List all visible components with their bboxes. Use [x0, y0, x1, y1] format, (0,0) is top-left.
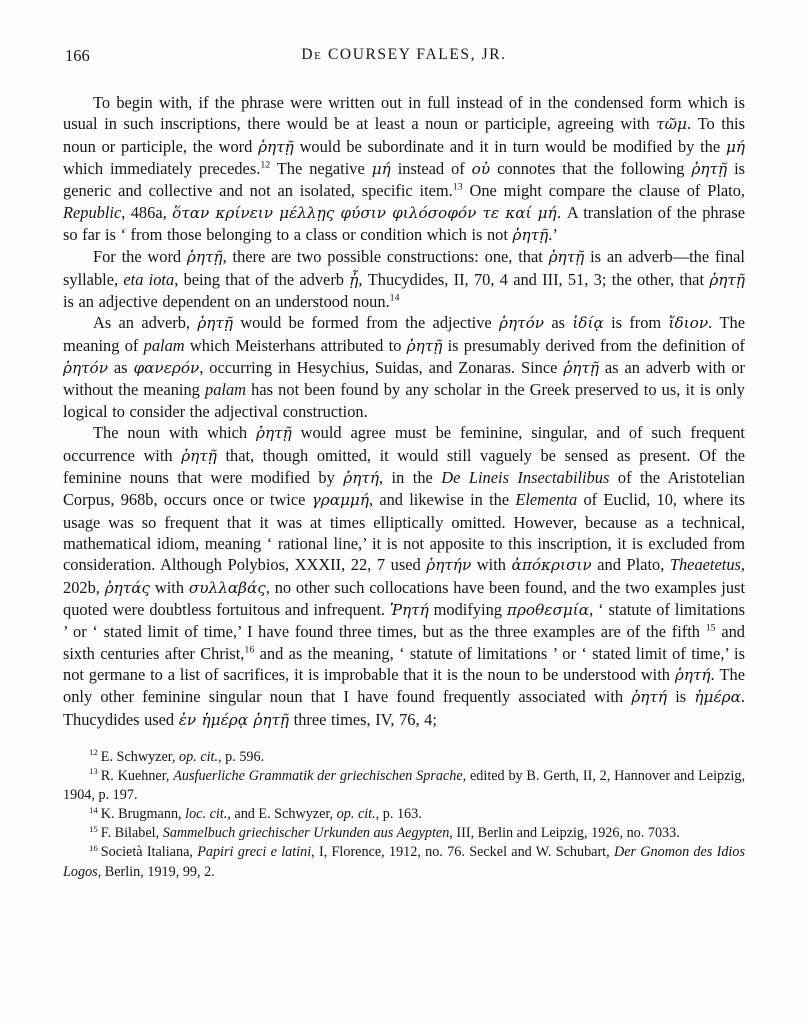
- italic-text: op. cit.: [336, 806, 376, 823]
- greek-text: ῥητῇ: [258, 137, 294, 156]
- footnote-ref: 14: [389, 292, 400, 304]
- text-run: . Thucydides used: [63, 687, 745, 729]
- italic-text: palam: [205, 380, 247, 400]
- greek-text: ῥητῇ: [181, 446, 217, 465]
- italic-text: Republic: [63, 202, 122, 222]
- text-run: E. Schwyzer,: [100, 748, 180, 765]
- paragraph: [63, 312, 745, 422]
- text-run: . To this noun or participle, the word: [63, 114, 745, 156]
- text-run: Società Italiana,: [100, 844, 198, 861]
- text-run: , edited by B. Gerth, II, 2, Hannover and Leipzig, 1904, p. 197.: [63, 768, 745, 804]
- greek-text: ῥητή: [674, 665, 711, 684]
- footnote-marker: 12: [89, 747, 98, 758]
- greek-text: συλλαβάς: [188, 578, 266, 597]
- footnotes: [63, 748, 745, 882]
- italic-text: Ausfuerliche Grammatik der griechischen Sprache: [173, 768, 463, 785]
- text-run: To begin with, if the phrase were written out in full instead of in the condensed form which is usual in such inscriptions, there would be at least a noun or participle, agreeing with: [63, 93, 745, 134]
- greek-text: οὐ: [471, 160, 491, 179]
- text-run: which Meisterhans attributed to: [184, 335, 407, 355]
- text-run: F. Bilabel,: [100, 825, 163, 842]
- footnote: [63, 767, 745, 805]
- greek-text: ῥητῇ: [256, 424, 292, 443]
- text-run: connotes that the following: [490, 159, 692, 179]
- text-run: modifying: [428, 599, 507, 619]
- body-text: [63, 92, 745, 731]
- text-run: , no other such collocations have been found, and the two examples just quoted were doubtless fortuitous and infrequent.: [63, 577, 745, 619]
- greek-text: ἐν ἡμέρᾳ ῥητῇ: [178, 710, 290, 729]
- text-run: is from: [603, 313, 669, 333]
- footnote: [63, 805, 745, 824]
- text-run: , Thucydides, II, 70, 4 and III, 51, 3; the other, that: [358, 269, 710, 289]
- text-run: is an adjective dependent on an understood noun.: [63, 292, 390, 312]
- text-run: , in the: [378, 467, 442, 487]
- text-run: .’: [548, 225, 558, 245]
- greek-text: ῥητάς: [104, 578, 151, 597]
- footnote-ref: 12: [260, 159, 271, 171]
- greek-text: ῥητῇ: [691, 160, 728, 179]
- italic-text: Elementa: [515, 490, 578, 510]
- text-run: As an adverb,: [93, 313, 198, 333]
- greek-text: ῥητῇ: [512, 226, 549, 245]
- page-number: 166: [65, 46, 90, 65]
- italic-text: Der Gnomon des Idios Logos: [63, 844, 745, 880]
- text-run: , ‘ statute of limitations ’ or ‘ stated limit of time,’ I have found three times, but as the three examples are of the fifth: [63, 599, 745, 642]
- greek-text: ῥητόν: [499, 314, 545, 333]
- text-run: For the word: [93, 247, 187, 267]
- greek-text: ῥητή: [343, 468, 379, 487]
- text-run: , occurring in Hesychius, Suidas, and Zonaras. Since: [199, 358, 564, 378]
- text-run: . The only other feminine singular noun that I have found frequently associated with: [63, 664, 745, 707]
- text-run: , 202b,: [63, 555, 745, 597]
- text-run: The negative: [270, 159, 372, 179]
- footnote-ref: 15: [705, 622, 716, 634]
- text-run: , there are two possible constructions: one, that: [222, 247, 549, 267]
- footnote: [63, 748, 745, 767]
- footnote-ref: 13: [452, 181, 463, 193]
- footnote-marker: 13: [89, 766, 98, 777]
- greek-text: προθεσμία: [506, 600, 590, 619]
- greek-text: μή: [371, 160, 391, 179]
- paragraph: [63, 246, 745, 312]
- text-run: that, though omitted, it would still vaguely be sensed as present. Of the feminine nouns that were modified by: [63, 445, 745, 487]
- text-run: R. Kuehner,: [100, 768, 174, 785]
- text-run: as an adverb with or without the meaning: [63, 358, 745, 400]
- greek-text: ἀπόκρισιν: [511, 556, 592, 575]
- text-run: , 486a,: [121, 202, 173, 222]
- footnote-marker: 14: [89, 804, 98, 815]
- greek-text: ῥητῇ: [563, 359, 599, 378]
- greek-text: ᾗ: [349, 270, 359, 289]
- greek-text: ῥητῇ: [197, 314, 234, 333]
- italic-text: Theaetetus: [669, 555, 741, 575]
- italic-text: De Lineis Insectabilibus: [441, 467, 610, 487]
- greek-text: τῶμ: [656, 115, 687, 134]
- footnote-ref: 16: [244, 644, 255, 656]
- text-run: is: [667, 687, 695, 707]
- page-header: [63, 46, 745, 68]
- text-run: and as the meaning, ‘ statute of limitations ’ or ‘ stated limit of time,’ is not germane to a list of sacrifices, it is improbable that it is the noun to be understood with: [63, 643, 745, 684]
- text-run: , and likewise in the: [368, 490, 516, 510]
- italic-text: eta iota: [123, 269, 175, 289]
- greek-text: Ῥητή: [389, 600, 429, 619]
- text-run: The noun with which: [93, 423, 257, 443]
- text-run: is an adverb—the final syllable,: [63, 247, 745, 289]
- greek-text: φανερόν: [133, 359, 200, 378]
- greek-text: ἡμέρα: [694, 688, 741, 707]
- greek-text: ὅταν κρίνειν μέλλῃς φύσιν φιλόσοφόν τε καί μή.: [172, 203, 562, 222]
- footnote-marker: 15: [89, 823, 98, 834]
- text-run: is generic and collective and not an isolated, specific item.: [63, 159, 746, 201]
- running-head: [63, 46, 745, 64]
- text-run: , being that of the adverb: [174, 269, 350, 289]
- text-run: , and E. Schwyzer,: [227, 806, 337, 823]
- footnote: [63, 824, 745, 843]
- text-run: instead of: [390, 159, 472, 179]
- italic-text: loc. cit.: [185, 806, 228, 823]
- text-run: of Euclid, 10, where its usage was so frequent that it was at times elliptically omitted. However, because as a technical, mathematical idiom, meaning ‘ rational line,’ it is not apposite to this inscription, it is excluded from consideration. Although Polybios, XXXII, 22, 7 used: [63, 490, 745, 575]
- text-run: K. Brugmann,: [100, 806, 186, 823]
- text-run: , III, Berlin and Leipzig, 1926, no. 7033.: [449, 825, 680, 842]
- text-run: . The meaning of: [63, 313, 745, 355]
- greek-text: ἴδιον: [668, 314, 709, 333]
- italic-text: Sammelbuch griechischer Urkunden aus Aegypten: [162, 825, 450, 842]
- text-run: which immediately precedes.: [63, 159, 261, 179]
- greek-text: ῥητῇ: [548, 248, 585, 267]
- paragraph: [63, 92, 745, 246]
- text-run: One might compare the clause of Plato,: [462, 181, 746, 201]
- text-run: of the Aristotelian Corpus, 968b, occurs once or twice: [63, 467, 745, 510]
- text-run: , I, Florence, 1912, no. 76. Seckel and W. Schubart,: [311, 844, 614, 861]
- greek-text: ῥητῇ: [406, 336, 443, 355]
- italic-text: Papiri greci e latini: [197, 844, 312, 861]
- text-run: has not been found by any scholar in the Greek preserved to us, it is only logical to consider the adjectival construction.: [63, 380, 746, 421]
- text-run: as: [544, 313, 573, 333]
- footnote: [63, 843, 745, 881]
- greek-text: ῥητόν: [63, 359, 108, 378]
- greek-text: ῥητή: [631, 688, 668, 707]
- text-run: would agree must be feminine, singular, and of such frequent occurrence with: [63, 423, 745, 465]
- text-run: would be formed from the adjective: [233, 313, 500, 333]
- text-run: as: [108, 358, 134, 378]
- greek-text: ἰδίᾳ: [572, 314, 604, 333]
- text-run: , p. 163.: [375, 806, 422, 823]
- italic-text: palam: [143, 335, 185, 355]
- text-run: with: [150, 577, 189, 597]
- footnote-marker: 16: [89, 842, 98, 853]
- greek-text: μή: [725, 137, 745, 156]
- text-run: is presumably derived from the definition of: [442, 335, 745, 355]
- text-run: and sixth centuries after Christ,: [63, 622, 745, 663]
- text-run: A translation of the phrase so far is ‘ from those belonging to a class or condition which is not: [63, 202, 745, 245]
- paragraph: [63, 422, 745, 731]
- text-run: , Berlin, 1919, 99, 2.: [97, 863, 215, 880]
- greek-text: ῥητῇ: [186, 248, 223, 267]
- smallcaps-text: De: [301, 46, 323, 63]
- italic-text: op. cit.: [179, 748, 219, 765]
- text-run: , p. 596.: [218, 748, 265, 765]
- text-run: COURSEY FALES, JR.: [322, 46, 507, 63]
- text-run: would be subordinate and it in turn would be modified by the: [293, 136, 726, 156]
- text-run: with: [471, 555, 512, 575]
- greek-text: ῥητῇ: [709, 270, 745, 289]
- greek-text: ῥητήν: [426, 556, 472, 575]
- greek-text: γραμμή: [311, 491, 369, 510]
- text-run: and Plato,: [591, 555, 670, 575]
- text-run: three times, IV, 76, 4;: [289, 709, 437, 729]
